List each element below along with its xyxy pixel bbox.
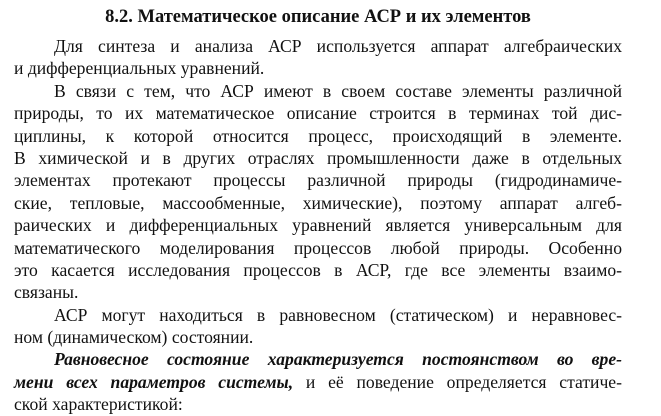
text-line: это касается исследования процессов в АСР, где все элементы взаимо- (14, 259, 622, 280)
paragraph-3 (14, 304, 622, 349)
text-line: ном (динамическом) состоянии. (14, 327, 254, 348)
paragraph-4 (14, 348, 622, 415)
text-line: математического моделирования процессов любой природы. Особенно (14, 237, 622, 258)
text-line: ские, тепловые, массообменные, химические), поэтому аппарат алгеб- (14, 192, 622, 213)
paragraph-2 (14, 80, 622, 304)
text-line: В химической и в других отраслях промышленности даже в отдельных (14, 147, 622, 168)
text-line: раических и дифференциальных уравнений является универсальным для (14, 215, 622, 236)
text-line: природы, то их математическое описание строится в терминах той дис- (14, 103, 622, 124)
text-line: циплины, к которой относится процесс, происходящий в элементе. (14, 125, 622, 146)
text-line: Для синтеза и анализа АСР используется аппарат алгебраических (54, 36, 622, 56)
text-line: ской характеристикой: (14, 394, 183, 415)
text-line: связаны. (14, 282, 79, 303)
paragraph-1 (14, 35, 622, 80)
plain-text: и её поведение определяется статиче- (293, 371, 622, 392)
document-page (14, 4, 622, 416)
emphasis-line: Равновесное состояние характеризуется постоянством во вре- (54, 349, 622, 370)
text-line: АСР могут находиться в равновесном (статическом) и неравновес- (54, 304, 622, 325)
section-heading: 8.2. Математическое описание АСР и их элементов (105, 7, 531, 27)
text-line: и дифференциальных уравнений. (14, 58, 265, 79)
emphasis-text: мени всех параметров системы, (14, 371, 294, 392)
text-line: элементах протекают процессы различной природы (гидродинамиче- (14, 170, 622, 191)
text-line: В связи с тем, что АСР имеют в своем составе элементы различной (54, 80, 622, 101)
text-line (14, 371, 622, 393)
